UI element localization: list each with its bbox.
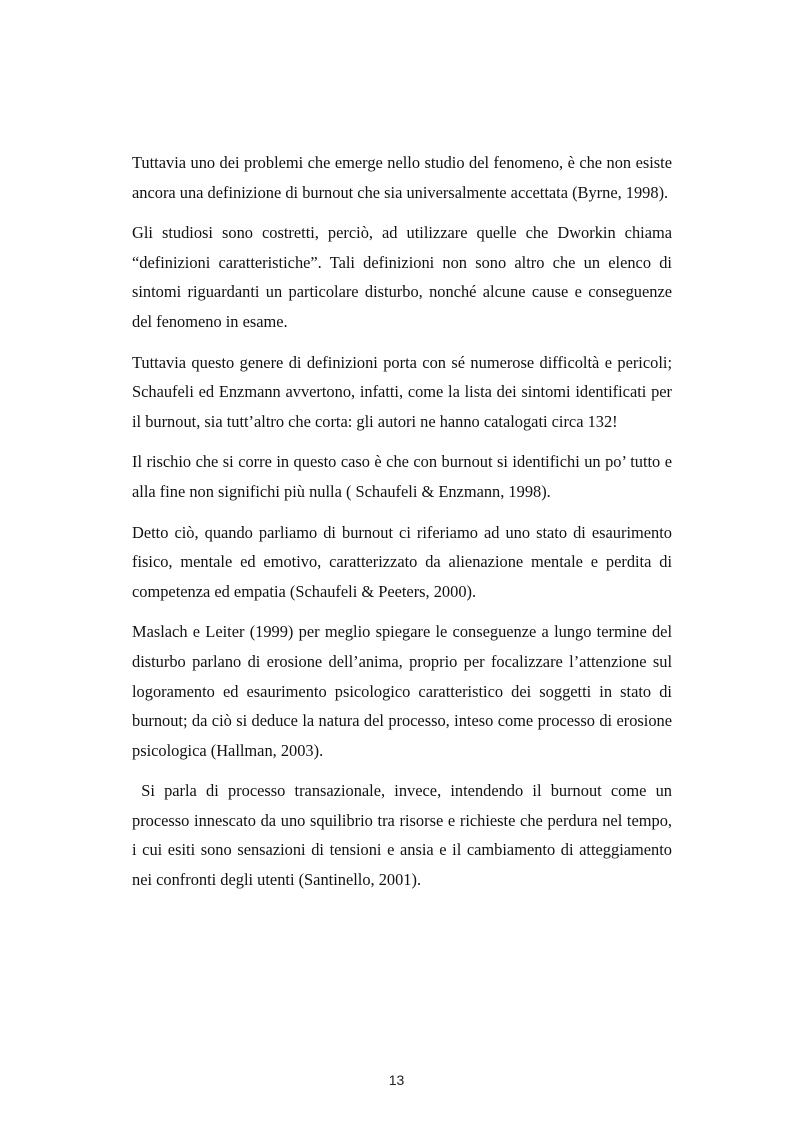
paragraph-schaufeli-enzmann-symptoms: Tuttavia questo genere di definizioni porta con sé numerose difficoltà e pericoli; Schaufeli ed Enzmann avvertono, infatti, come la lista dei sintomi identificati per il burnout, sia tutt’altro che corta: gli autori ne hanno catalogati circa 132! [132, 352, 672, 431]
paragraph-burnout-state: Detto ciò, quando parliamo di burnout ci riferiamo ad uno stato di esaurimento fisico, mentale ed emotivo, caratterizzato da alienazione mentale e perdita di competenza ed empatia (Schaufeli & Peeters, 2000). [132, 522, 672, 601]
page-number: 13 [388, 1072, 405, 1088]
paragraph-risk: Il rischio che si corre in questo caso è che con burnout si identifichi un po’ tutto e alla fine non significhi più nulla ( Schaufeli & Enzmann, 1998). [132, 452, 672, 501]
paragraph-dworkin-definitions: Gli studiosi sono costretti, perciò, ad utilizzare quelle che Dworkin chiama “definizioni caratteristiche”. Tali definizioni non sono altro che un elenco di sintomi riguardanti un particolare disturbo, nonché alcune cause e conseguenze del fenomeno in esame. [132, 223, 672, 331]
body-text [132, 148, 677, 906]
paragraph-maslach-leiter: Maslach e Leiter (1999) per meglio spiegare le conseguenze a lungo termine del disturbo parlano di erosione dell’anima, proprio per focalizzare l’attenzione sul logoramento ed esaurimento psicologico caratteristico dei soggetti in stato di burnout; da ciò si deduce la natura del processo, inteso come processo di erosione psicologica (Hallman, 2003). [132, 622, 672, 760]
paragraph-transactional-process: Si parla di processo transazionale, invece, intendendo il burnout come un processo innescato da uno squilibrio tra risorse e richieste che perdura nel tempo, i cui esiti sono sensazioni di tensioni e ansia e il cambiamento di atteggiamento nei confronti degli utenti (Santinello, 2001). [132, 781, 677, 890]
paragraph-byrne-definition: Tuttavia uno dei problemi che emerge nello studio del fenomeno, è che non esiste ancora una definizione di burnout che sia universalmente accettata (Byrne, 1998). [132, 153, 672, 202]
